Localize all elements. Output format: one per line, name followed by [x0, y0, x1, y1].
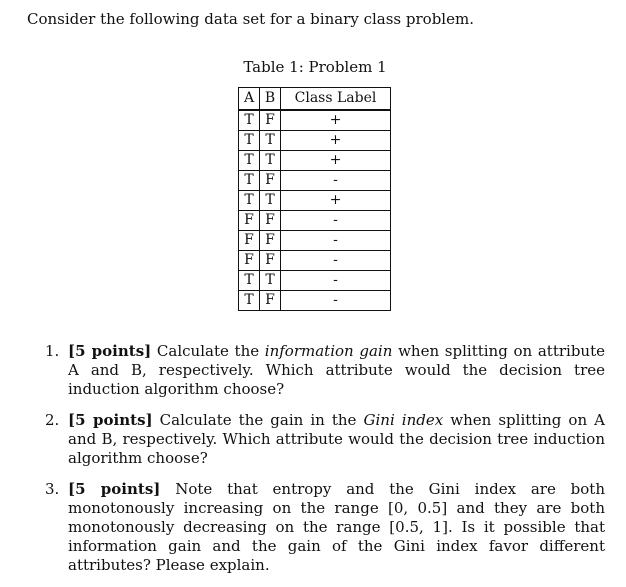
cell-a: T: [239, 271, 260, 291]
cell-label: -: [281, 171, 391, 191]
table-row: [239, 211, 391, 231]
data-table: [238, 87, 391, 311]
cell-b: F: [260, 171, 281, 191]
cell-a: T: [239, 171, 260, 191]
question-text: Calculate the gain in the: [152, 411, 364, 429]
question-item: [45, 342, 605, 399]
question-text: Note that entropy and the Gini index are both monotonously increasing on the range [0, 0.5] and they are both monotonously decreasing on the range [0.5, 1]. Is it possible that information gain and the gain of the Gini index favor different attributes? Please explain.: [68, 480, 605, 574]
cell-b: T: [260, 271, 281, 291]
header-b: B: [260, 88, 281, 111]
cell-b: T: [260, 191, 281, 211]
cell-label: -: [281, 291, 391, 311]
cell-label: +: [281, 131, 391, 151]
cell-a: F: [239, 231, 260, 251]
question-text: when splitting on attribute A and B, respectively. Which attribute would the decision tree induction algorithm choose?: [68, 342, 606, 398]
cell-label: +: [281, 110, 391, 131]
cell-a: F: [239, 251, 260, 271]
cell-a: T: [239, 291, 260, 311]
question-emphasis: Gini index: [363, 411, 444, 429]
question-number: 1.: [45, 342, 60, 360]
table-row: [239, 291, 391, 311]
cell-b: F: [260, 291, 281, 311]
header-class-label: Class Label: [281, 88, 391, 111]
question-number: 2.: [45, 411, 60, 429]
cell-a: T: [239, 191, 260, 211]
question-points: [5 points]: [68, 342, 152, 360]
question-item: [45, 480, 605, 575]
cell-label: +: [281, 191, 391, 211]
table-caption: Table 1: Problem 1: [243, 58, 387, 76]
cell-b: F: [260, 251, 281, 271]
question-emphasis: information gain: [264, 342, 393, 360]
table-row: [239, 231, 391, 251]
table-row: [239, 151, 391, 171]
cell-b: T: [260, 131, 281, 151]
cell-label: +: [281, 151, 391, 171]
cell-label: -: [281, 271, 391, 291]
cell-label: -: [281, 251, 391, 271]
question-text: Calculate the: [151, 342, 265, 360]
cell-b: F: [260, 110, 281, 131]
table-row: [239, 191, 391, 211]
cell-a: F: [239, 211, 260, 231]
cell-b: T: [260, 151, 281, 171]
question-item: [45, 411, 605, 468]
table-row: [239, 171, 391, 191]
table-row: [239, 110, 391, 131]
question-points: [5 points]: [68, 480, 161, 498]
intro-text: Consider the following data set for a binary class problem.: [27, 10, 474, 28]
question-number: 3.: [45, 480, 60, 498]
cell-a: T: [239, 151, 260, 171]
question-points: [5 points]: [68, 411, 153, 429]
cell-a: T: [239, 131, 260, 151]
question-list: [45, 342, 605, 587]
table-row: [239, 251, 391, 271]
table-row: [239, 271, 391, 291]
cell-a: T: [239, 110, 260, 131]
cell-b: F: [260, 231, 281, 251]
cell-label: -: [281, 211, 391, 231]
table-row: [239, 131, 391, 151]
header-a: A: [239, 88, 260, 111]
cell-label: -: [281, 231, 391, 251]
table-header-row: [239, 88, 391, 111]
question-text: when splitting on A and B, respectively. Which attribute would the decision tree induction algorithm choose?: [68, 411, 606, 467]
cell-b: F: [260, 211, 281, 231]
